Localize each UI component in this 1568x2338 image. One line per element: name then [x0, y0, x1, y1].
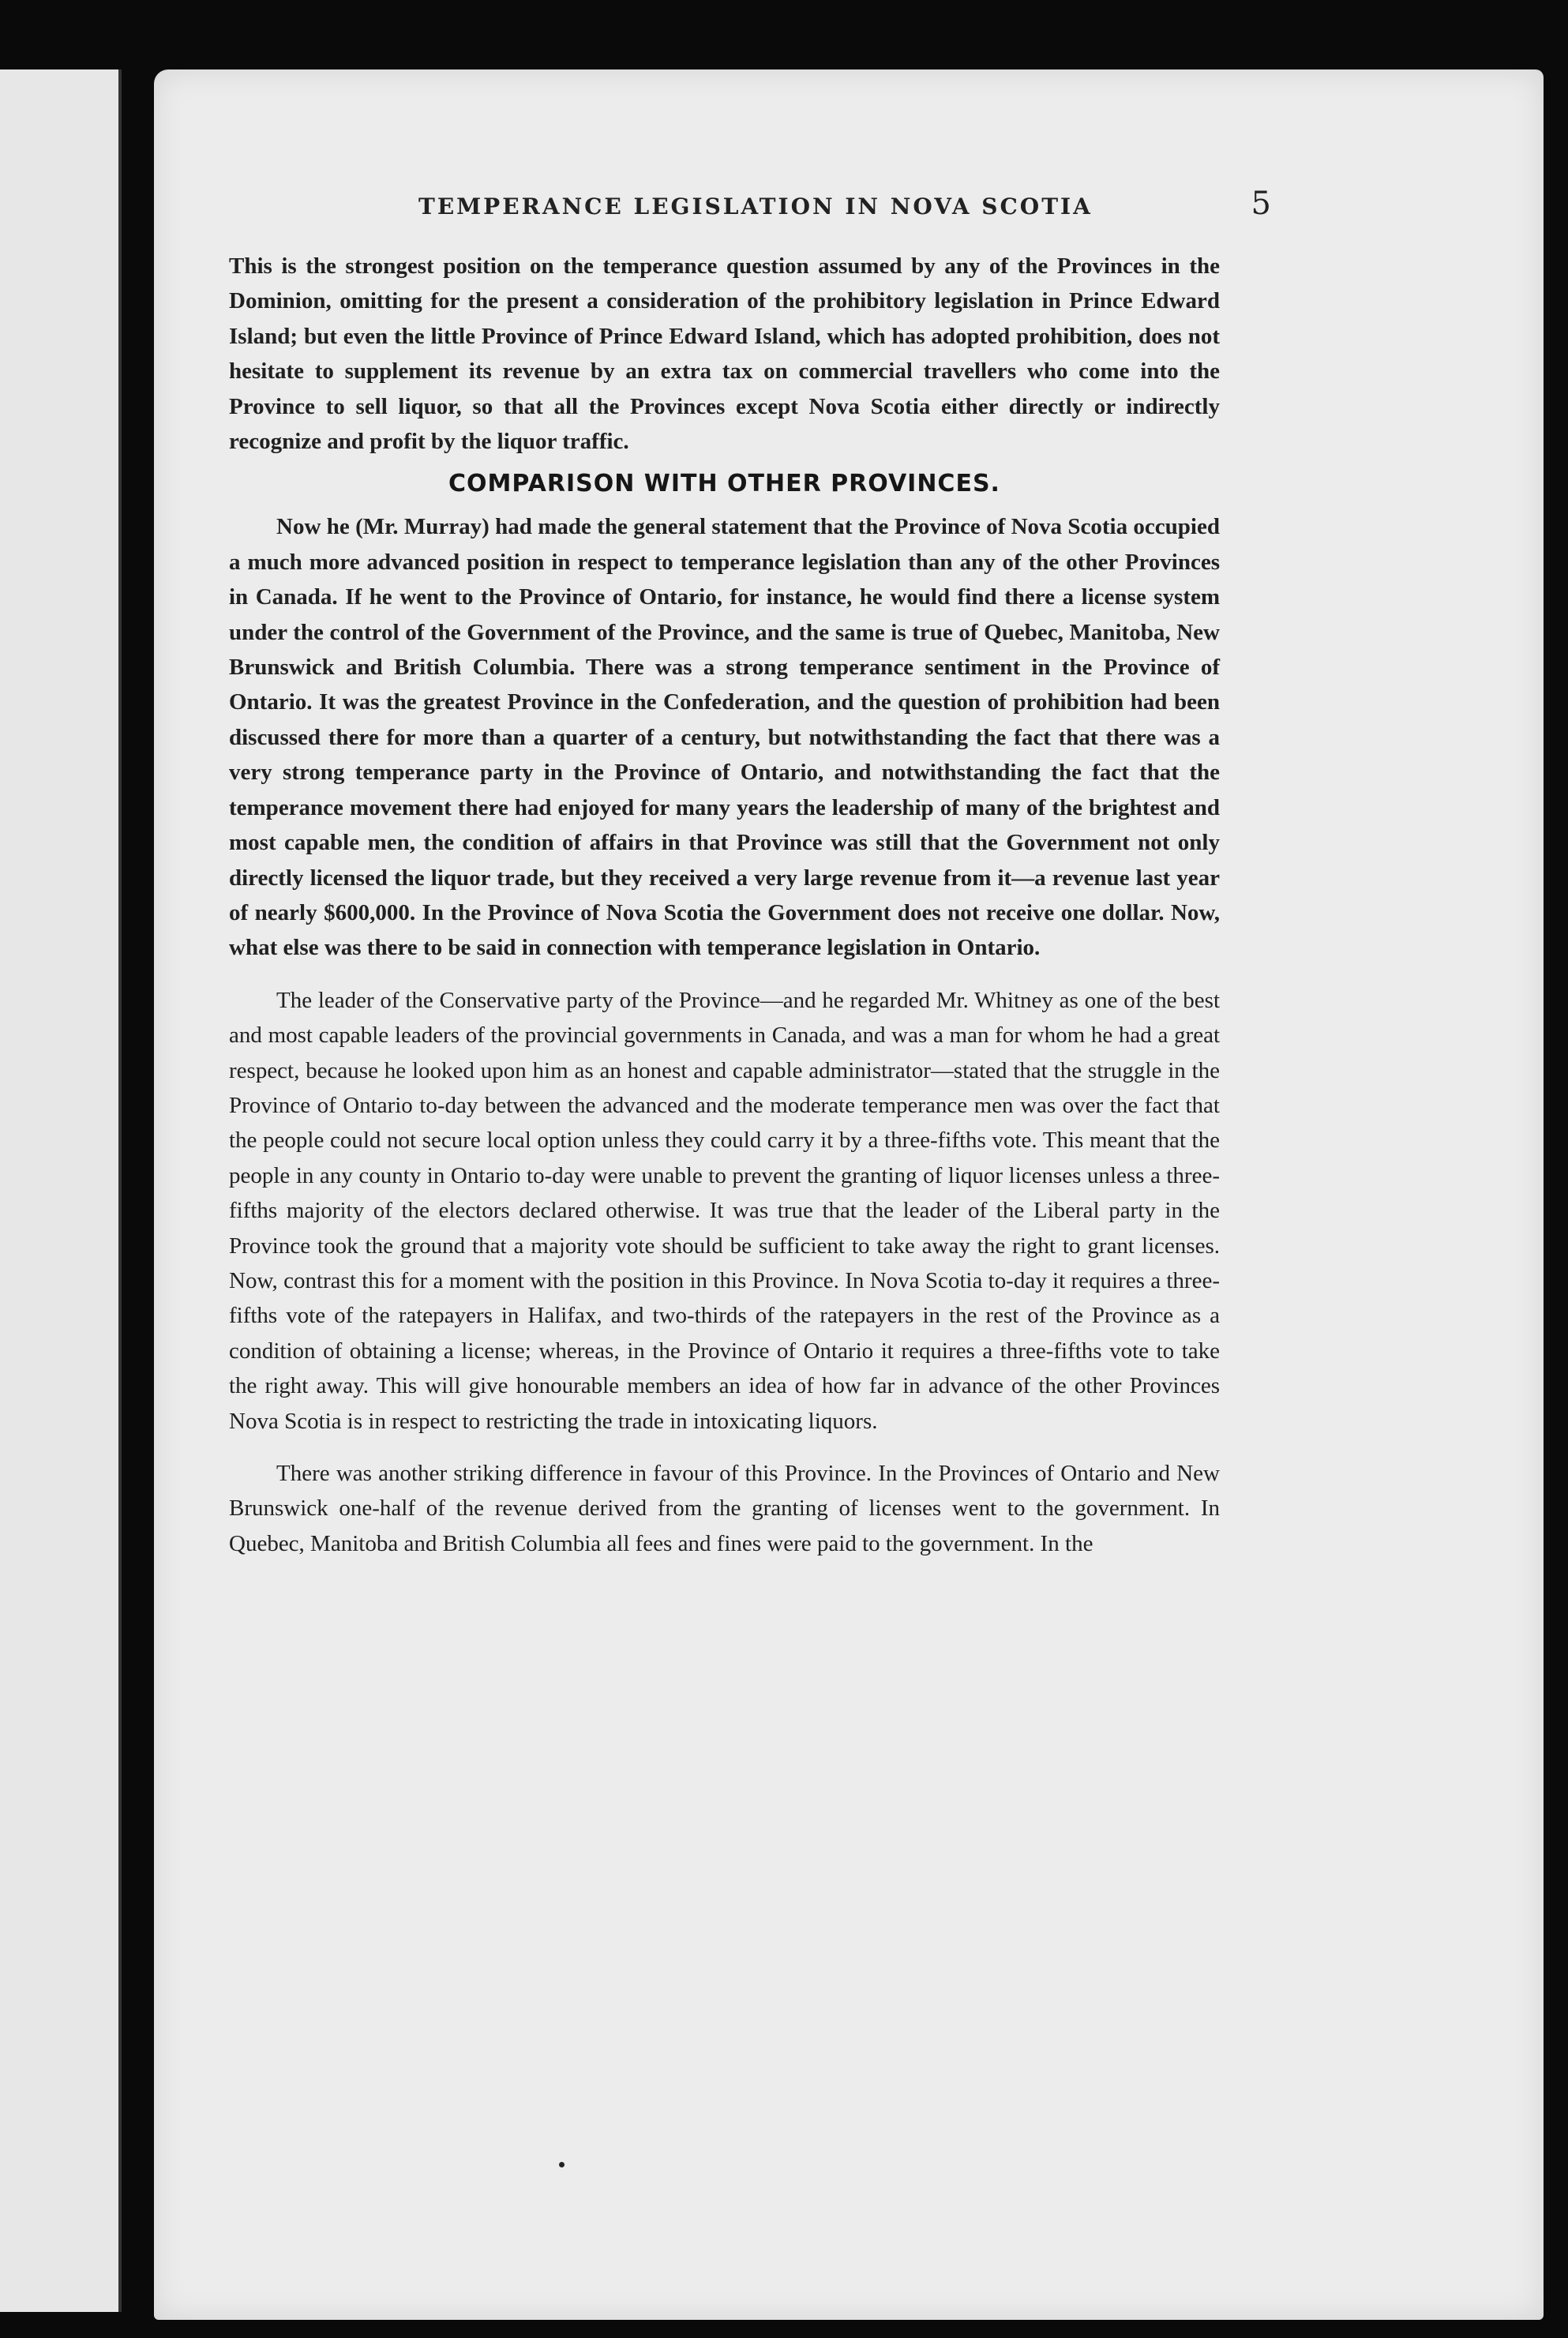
paragraph-gap: [229, 1439, 1220, 1456]
body-text: [229, 249, 1220, 1561]
ink-speck: [559, 2162, 565, 2167]
running-title: TEMPERANCE LEGISLATION IN NOVA SCOTIA: [418, 193, 1093, 220]
paragraph-2: Now he (Mr. Murray) had made the general statement that the Province of Nova Scotia occupied a much more advanced position in respect to temperance legislation than any of the other Provinces in Canada. If he went to the Province of Ontario, for instance, he would find there a license system under the control of the Government of the Province, and the same is true of Quebec, Manitoba, New Brunswick and British Columbia. There was a strong temperance sentiment in the Province of Ontario. It was the greatest Province in the Confederation, and the question of prohibition had been discussed there for more than a quarter of a century, but notwithstanding the fact that there was a very strong temperance party in the Province of Ontario, and notwithstanding the fact that the temperance movement there had enjoyed for many years the leadership of many of the brightest and most capable men, the condition of affairs in that Province was still that the Government not only directly licensed the liquor trade, but they received a very large revenue from it—a revenue last year of nearly $600,000. In the Province of Nova Scotia the Government does not receive one dollar. Now, what else was there to be said in connection with temperance legislation in Ontario.: [229, 514, 1220, 961]
previous-page-edge: [0, 69, 122, 2312]
section-heading: COMPARISON WITH OTHER PROVINCES.: [448, 470, 1000, 498]
paragraph-3: The leader of the Conservative party of the Province—and he regarded Mr. Whitney as one of the best and most capable leaders of the provincial governments in Canada, and was a man for whom he had a great respect, because he looked upon him as an honest and capable administrator—stated that the struggle in the Province of Ontario to-day between the advanced and the moderate temperance men was over the fact that the people could not secure local option unless they could carry it by a three-fifths vote. This meant that the people in any county in Ontario to-day were unable to prevent the granting of liquor licenses unless a three-fifths majority of the electors declared otherwise. It was true that the leader of the Liberal party in the Province took the ground that a majority vote should be sufficient to take away the right to grant licenses. Now, contrast this for a moment with the position in this Province. In Nova Scotia to-day it requires a three-fifths vote of the ratepayers in Halifax, and two-thirds of the ratepayers in the rest of the Province as a condition of obtaining a license; whereas, in the Province of Ontario it requires a three-fifths vote to take the right away. This will give honourable members an idea of how far in advance of the other Provinces Nova Scotia is in respect to restricting the trade in intoxicating liquors.: [229, 987, 1220, 1434]
page-number: 5: [1251, 186, 1271, 222]
page-header: [418, 186, 1271, 222]
paragraph-1: This is the strongest position on the temperance question assumed by any of the Provinces in the Dominion, omitting for the present a consideration of the prohibitory legislation in Prince Edward Island; but even the little Province of Prince Edward Island, which has adopted prohibition, does not hesitate to supplement its revenue by an extra tax on commercial travellers who come into the Province to sell liquor, so that all the Provinces except Nova Scotia either directly or indirectly recognize and profit by the liquor traffic.: [229, 253, 1220, 455]
paragraph-gap: [229, 966, 1220, 983]
paragraph-4: There was another striking difference in favour of this Province. In the Provinces of Ontario and New Brunswick one-half of the revenue derived from the granting of licenses went to the government. In Quebec, Manitoba and British Columbia all fees and fines were paid to the government. In the: [229, 1461, 1220, 1556]
